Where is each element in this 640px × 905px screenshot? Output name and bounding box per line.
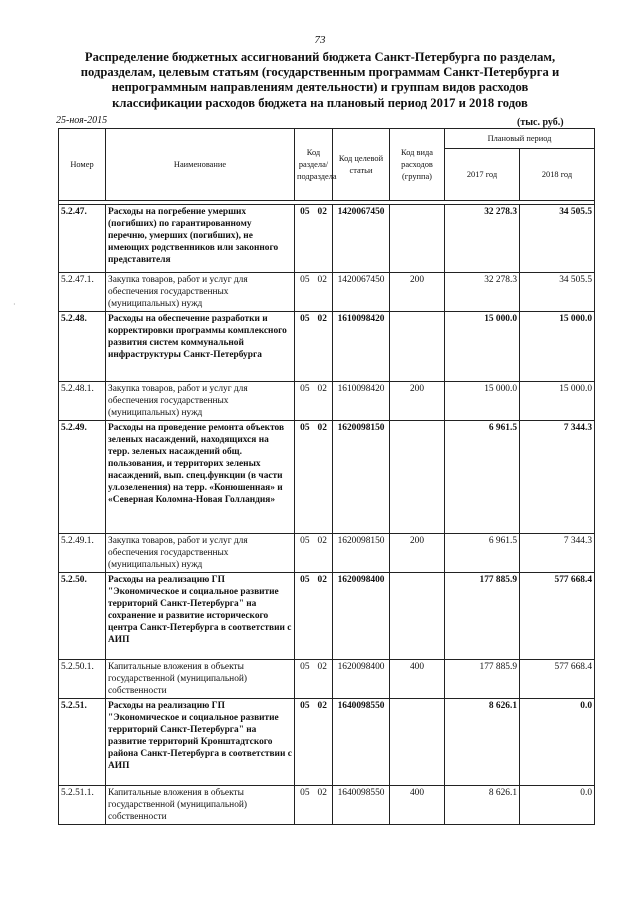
section-code: 05 [300, 384, 310, 394]
row-value-2017: 15 000.0 [445, 312, 520, 382]
row-number: 5.2.49.1. [59, 534, 106, 573]
header-planned-period: Плановый период [445, 129, 595, 149]
row-value-2018: 7 344.3 [520, 421, 595, 534]
row-kind-code: 200 [390, 534, 445, 573]
row-number: 5.2.47. [59, 205, 106, 273]
row-name: Капитальные вложения в объекты государственной (муниципальной) собственности [106, 786, 295, 825]
table-row [59, 273, 595, 312]
row-section-code [295, 573, 333, 660]
section-code: 05 [300, 575, 310, 585]
row-number: 5.2.51. [59, 699, 106, 786]
row-value-2018: 34 505.5 [520, 273, 595, 312]
row-target-code: 1620098150 [333, 534, 390, 573]
subsection-code: 02 [317, 314, 327, 324]
row-section-code [295, 273, 333, 312]
subsection-code: 02 [317, 207, 327, 217]
row-kind-code [390, 421, 445, 534]
row-target-code: 1610098420 [333, 382, 390, 421]
table-row [59, 573, 595, 660]
section-code: 05 [300, 314, 310, 324]
row-section-code [295, 421, 333, 534]
row-section-code [295, 534, 333, 573]
row-section-code [295, 205, 333, 273]
header-name: Наименование [106, 129, 295, 201]
subsection-code: 02 [317, 788, 327, 798]
row-kind-code [390, 312, 445, 382]
row-section-code [295, 382, 333, 421]
table-row [59, 312, 595, 382]
row-section-code [295, 786, 333, 825]
row-section-code [295, 312, 333, 382]
table-row [59, 382, 595, 421]
row-value-2017: 8 626.1 [445, 699, 520, 786]
header-year-2018: 2018 год [520, 149, 595, 201]
row-target-code: 1610098420 [333, 312, 390, 382]
header-section-code: Код раздела/ подраздела [295, 129, 333, 201]
header-year-2017: 2017 год [445, 149, 520, 201]
row-number: 5.2.48.1. [59, 382, 106, 421]
row-value-2017: 177 885.9 [445, 660, 520, 699]
row-value-2018: 34 505.5 [520, 205, 595, 273]
row-value-2017: 6 961.5 [445, 534, 520, 573]
table-row [59, 205, 595, 273]
subsection-code: 02 [317, 384, 327, 394]
row-value-2017: 8 626.1 [445, 786, 520, 825]
subsection-code: 02 [317, 575, 327, 585]
table-row [59, 534, 595, 573]
row-value-2018: 15 000.0 [520, 312, 595, 382]
subsection-code: 02 [317, 662, 327, 672]
row-value-2018: 15 000.0 [520, 382, 595, 421]
row-name: Капитальные вложения в объекты государственной (муниципальной) собственности [106, 660, 295, 699]
row-target-code: 1420067450 [333, 273, 390, 312]
row-number: 5.2.48. [59, 312, 106, 382]
row-target-code: 1620098400 [333, 660, 390, 699]
row-number: 5.2.51.1. [59, 786, 106, 825]
row-kind-code: 400 [390, 660, 445, 699]
row-section-code [295, 660, 333, 699]
header-kind-code: Код вида расходов (группа) [390, 129, 445, 201]
section-code: 05 [300, 536, 310, 546]
row-number: 5.2.50. [59, 573, 106, 660]
section-code: 05 [300, 788, 310, 798]
row-target-code: 1620098400 [333, 573, 390, 660]
row-section-code [295, 699, 333, 786]
row-value-2018: 0.0 [520, 786, 595, 825]
document-date: 25-ноя-2015 [56, 115, 108, 126]
row-value-2017: 15 000.0 [445, 382, 520, 421]
table-row [59, 699, 595, 786]
subsection-code: 02 [317, 536, 327, 546]
row-name: Расходы на обеспечение разработки и корректировки программы комплексного развития систем коммунальной инфраструктуры Санкт-Петербурга [106, 312, 295, 382]
row-value-2017: 32 278.3 [445, 273, 520, 312]
row-target-code: 1620098150 [333, 421, 390, 534]
row-kind-code: 400 [390, 786, 445, 825]
budget-table [58, 128, 595, 825]
row-kind-code: 200 [390, 273, 445, 312]
header-target-code: Код целевой статьи [333, 129, 390, 201]
subsection-code: 02 [317, 423, 327, 433]
section-code: 05 [300, 275, 310, 285]
row-kind-code [390, 573, 445, 660]
row-name: Расходы на реализацию ГП "Экономическое и социальное развитие территорий Санкт-Петербурга" на развитие территорий Кронштадтского района Санкт-Петербурга в соответствии с АИП [106, 699, 295, 786]
row-name: Расходы на проведение ремонта объектов зеленых насаждений, находящихся на терр. зеленых насаждений общ. пользования, и территорих зеленых насаждений, вып. спец.функции (в части ул.озеленения) на терр. «Конюшенная» и «Северная Коломна-Новая Голландия» [106, 421, 295, 534]
row-target-code: 1640098550 [333, 786, 390, 825]
row-value-2017: 32 278.3 [445, 205, 520, 273]
row-name: Закупка товаров, работ и услуг для обеспечения государственных (муниципальных) нужд [106, 382, 295, 421]
subsection-code: 02 [317, 275, 327, 285]
row-number: 5.2.50.1. [59, 660, 106, 699]
row-value-2018: 577 668.4 [520, 660, 595, 699]
row-kind-code: 200 [390, 382, 445, 421]
row-value-2018: 0.0 [520, 699, 595, 786]
row-name: Закупка товаров, работ и услуг для обеспечения государственных (муниципальных) нужд [106, 273, 295, 312]
table-row [59, 660, 595, 699]
section-code: 05 [300, 423, 310, 433]
units-label: (тыс. руб.) [517, 117, 564, 128]
row-value-2018: 577 668.4 [520, 573, 595, 660]
row-target-code: 1420067450 [333, 205, 390, 273]
row-value-2017: 177 885.9 [445, 573, 520, 660]
row-target-code: 1640098550 [333, 699, 390, 786]
margin-mark: · [13, 300, 16, 309]
row-number: 5.2.47.1. [59, 273, 106, 312]
subsection-code: 02 [317, 701, 327, 711]
page-number: 73 [314, 34, 326, 46]
row-name: Расходы на реализацию ГП "Экономическое и социальное развитие территорий Санкт-Петербурга" на сохранение и развитие исторического центра Санкт-Петербурга в соответствии с АИП [106, 573, 295, 660]
row-name: Расходы на погребение умерших (погибших) по гарантированному перечню, умерших (погибших), не имеющих родственников или законного представителя [106, 205, 295, 273]
section-code: 05 [300, 701, 310, 711]
header-number: Номер [59, 129, 106, 201]
row-kind-code [390, 699, 445, 786]
table-row [59, 786, 595, 825]
row-value-2017: 6 961.5 [445, 421, 520, 534]
row-value-2018: 7 344.3 [520, 534, 595, 573]
document-title: Распределение бюджетных ассигнований бюджета Санкт-Петербурга по разделам, подразделам, целевым статьям (государственным программам Санкт-Петербурга и непрограммным направлениям деятельности) и группам видов расходов классификации расходов бюджета на плановый период 2017 и 2018 годов [80, 50, 560, 110]
row-kind-code [390, 205, 445, 273]
section-code: 05 [300, 662, 310, 672]
row-number: 5.2.49. [59, 421, 106, 534]
row-name: Закупка товаров, работ и услуг для обеспечения государственных (муниципальных) нужд [106, 534, 295, 573]
table-row [59, 421, 595, 534]
section-code: 05 [300, 207, 310, 217]
